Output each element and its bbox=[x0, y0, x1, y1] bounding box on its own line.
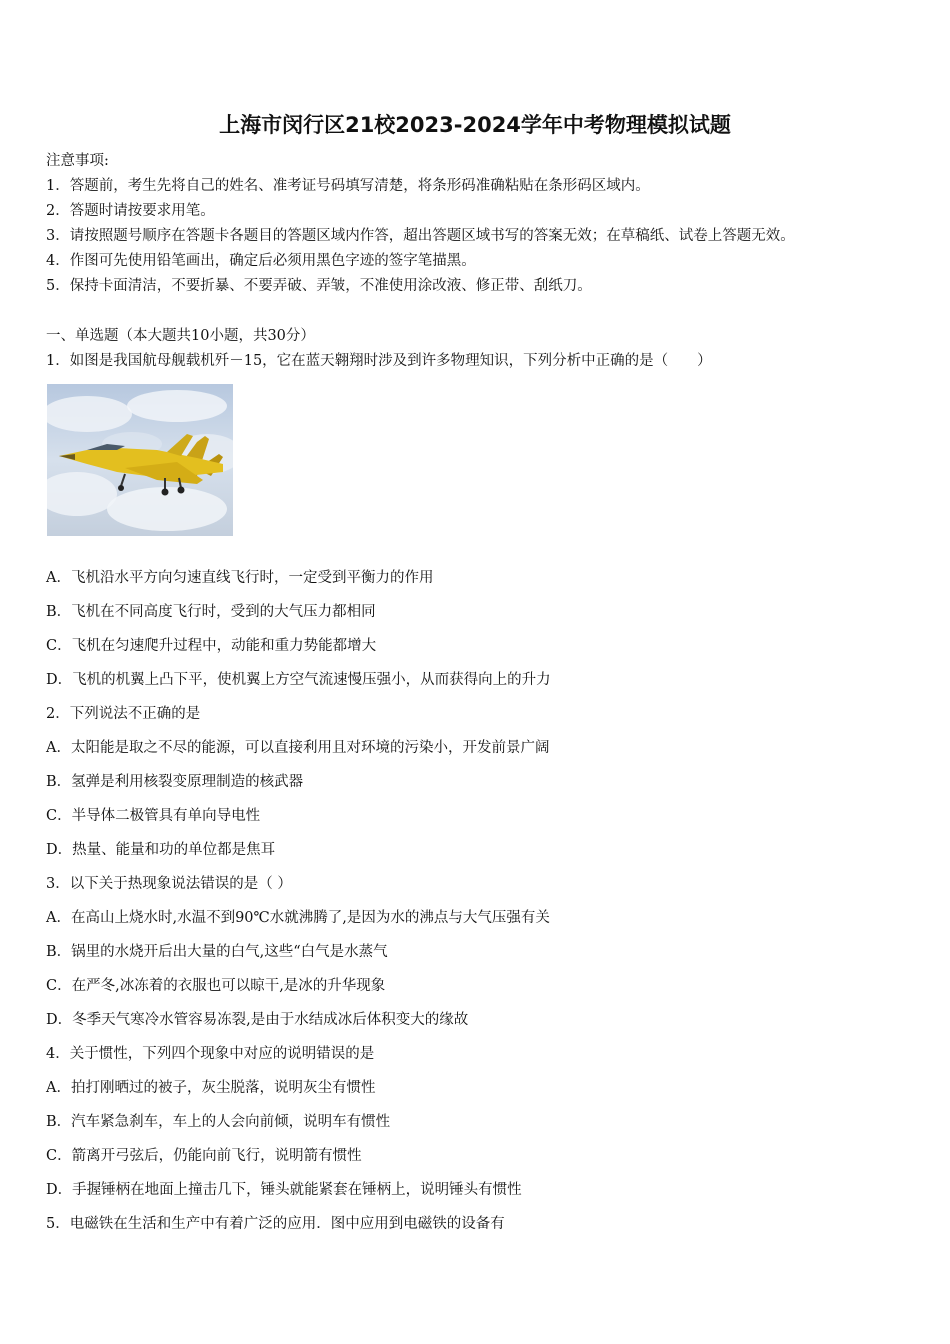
q3-option-b: B．锅里的水烧开后出大量的白气,这些“白气是水蒸气 bbox=[46, 944, 388, 960]
question-2-stem: 2．下列说法不正确的是 bbox=[46, 706, 201, 722]
q2-option-d: D．热量、能量和功的单位都是焦耳 bbox=[46, 842, 276, 858]
q3-option-a: A．在高山上烧水时,水温不到90℃水就沸腾了,是因为水的沸点与大气压强有关 bbox=[46, 910, 550, 926]
q4-option-c: C．箭离开弓弦后，仍能向前飞行，说明箭有惯性 bbox=[46, 1148, 362, 1164]
notice-item-1: 1．答题前，考生先将自己的姓名、准考证号码填写清楚，将条形码准确粘贴在条形码区域内。 bbox=[46, 178, 650, 194]
q3-option-c: C．在严冬,冰冻着的衣服也可以晾干,是冰的升华现象 bbox=[46, 978, 386, 994]
q1-option-a: A．飞机沿水平方向匀速直线飞行时，一定受到平衡力的作用 bbox=[46, 570, 434, 586]
fighter-jet-photo bbox=[47, 384, 233, 536]
q4-option-a: A．拍打刚晒过的被子，灰尘脱落，说明灰尘有惯性 bbox=[46, 1080, 376, 1096]
q2-option-c: C．半导体二极管具有单向导电性 bbox=[46, 808, 261, 824]
q4-option-d: D．手握锤柄在地面上撞击几下，锤头就能紧套在锤柄上，说明锤头有惯性 bbox=[46, 1182, 522, 1198]
notice-heading: 注意事项: bbox=[46, 153, 109, 169]
q3-option-d: D．冬季天气寒冷水管容易冻裂,是由于水结成冰后体积变大的缘故 bbox=[46, 1012, 469, 1028]
section-heading: 一、单选题（本大题共10小题，共30分） bbox=[46, 328, 315, 344]
q1-option-c: C．飞机在匀速爬升过程中，动能和重力势能都增大 bbox=[46, 638, 377, 654]
notice-item-2: 2．答题时请按要求用笔。 bbox=[46, 203, 215, 219]
page-title: 上海市闵行区21校2023-2024学年中考物理模拟试题 bbox=[219, 113, 731, 137]
q1-option-d: D．飞机的机翼上凸下平，使机翼上方空气流速慢压强小，从而获得向上的升力 bbox=[46, 672, 551, 688]
notice-item-4: 4．作图可先使用铅笔画出，确定后必须用黑色字迹的签字笔描黑。 bbox=[46, 253, 476, 269]
q1-option-b: B．飞机在不同高度飞行时，受到的大气压力都相同 bbox=[46, 604, 376, 620]
q2-option-b: B．氢弹是利用核裂变原理制造的核武器 bbox=[46, 774, 304, 790]
notice-item-5: 5．保持卡面清洁，不要折暴、不要弄破、弄皱，不准使用涂改液、修正带、刮纸刀。 bbox=[46, 278, 592, 294]
question-1-stem: 1．如图是我国航母舰载机歼－15，它在蓝天翱翔时涉及到许多物理知识，下列分析中正确的是（ ） bbox=[46, 353, 712, 369]
notice-item-3: 3．请按照题号顺序在答题卡各题目的答题区域内作答，超出答题区域书写的答案无效；在草稿纸、试卷上答题无效。 bbox=[46, 228, 795, 244]
q2-option-a: A．太阳能是取之不尽的能源，可以直接利用且对环境的污染小，开发前景广阔 bbox=[46, 740, 550, 756]
question-3-stem: 3．以下关于热现象说法错误的是（ ） bbox=[46, 876, 292, 892]
question-4-stem: 4．关于惯性，下列四个现象中对应的说明错误的是 bbox=[46, 1046, 375, 1062]
q4-option-b: B．汽车紧急刹车，车上的人会向前倾，说明车有惯性 bbox=[46, 1114, 391, 1130]
question-5-stem: 5．电磁铁在生活和生产中有着广泛的应用．图中应用到电磁铁的设备有 bbox=[46, 1216, 505, 1232]
